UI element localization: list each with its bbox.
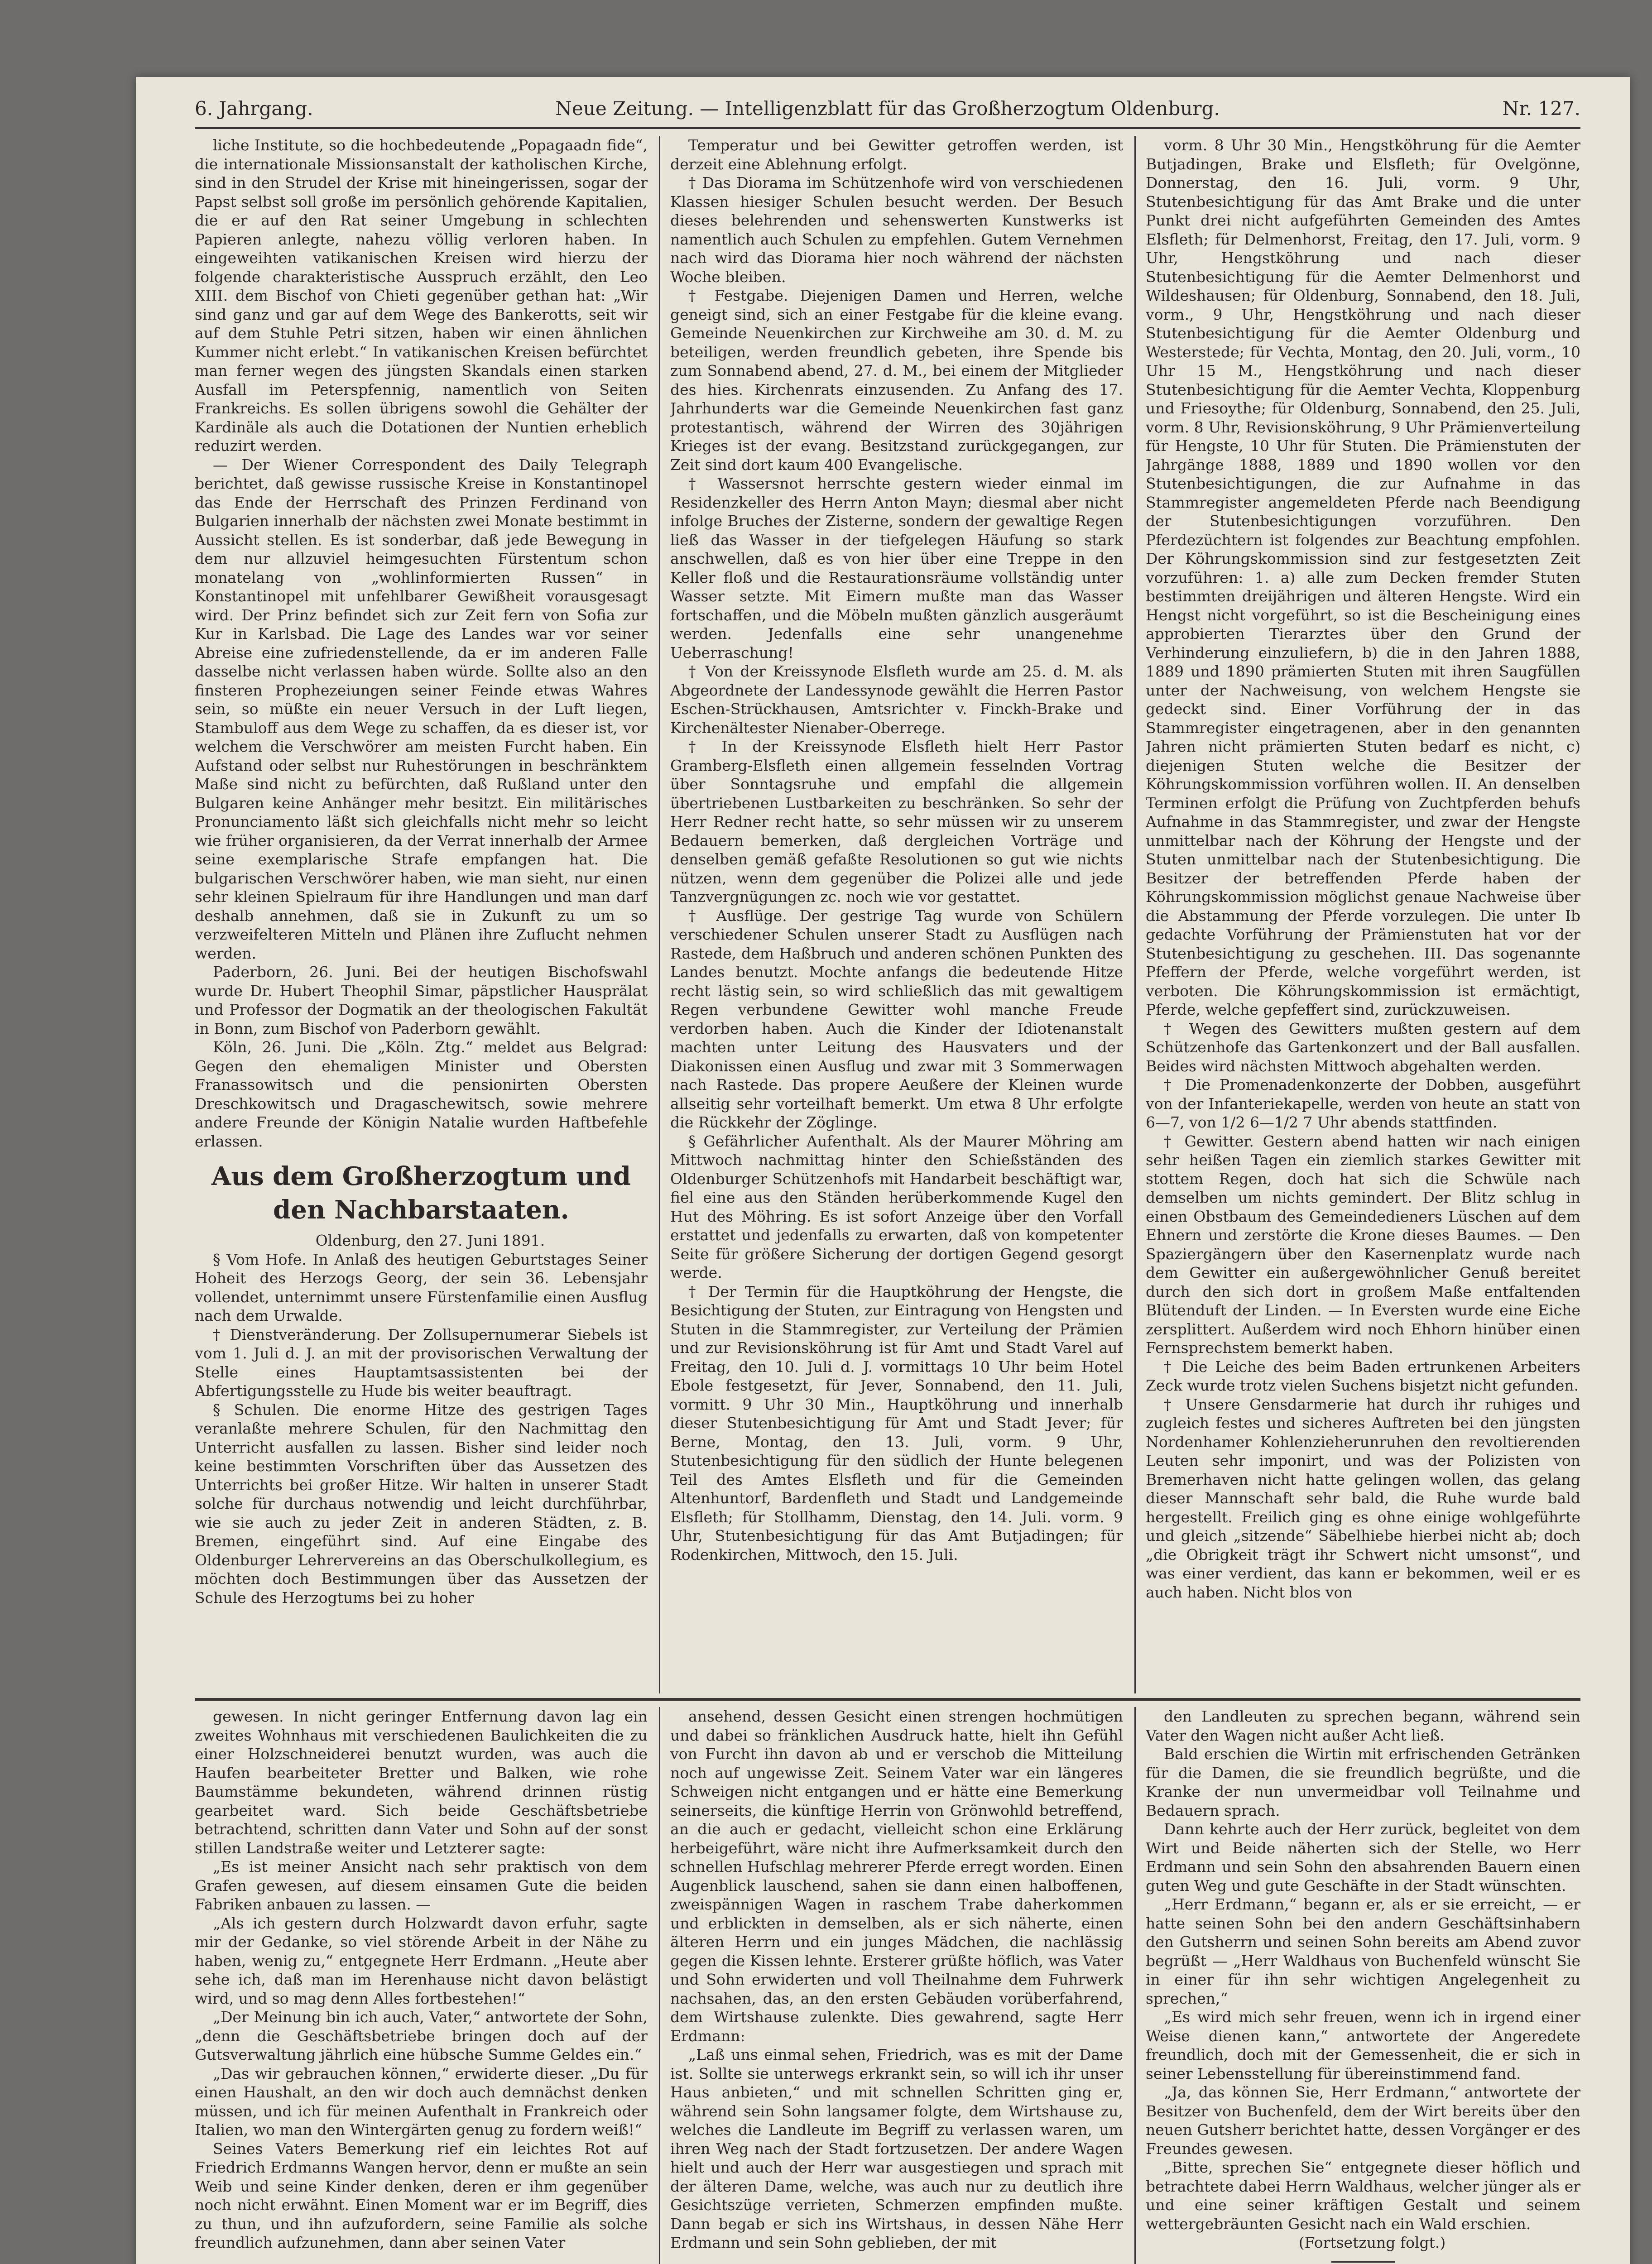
page-header	[195, 91, 1580, 129]
story-paragraph: „Es ist meiner Ansicht nach sehr praktisch von dem Grafen gewesen, auf diesem einsamen Gute die beiden Fabriken anbauen zu lassen. —	[195, 1858, 648, 1913]
masthead-title: Neue Zeitung. — Intelligenzblatt für das Großherzogtum Oldenburg.	[555, 97, 1220, 120]
article-paragraph: † Der Termin für die Hauptköhrung der Hengste, die Besichtigung der Stuten, zur Eintragung von Hengsten und Stuten in die Stammregister, zur Verteilung der Prämien und zur Revisionsköhrung ist für Amt und Stadt Varel auf Freitag, den 10. Juli d. J. vormittags 10 Uhr beim Hotel Ebole festgesetzt, für Jever, Sonnabend, den 11. Juli, vormitt. 9 Uhr 30 Min., Hauptköhrung und innerhalb dieser Stutenbesichtigung für Amt und Stadt Jever; für Berne, Montag, den 13. Juli, vorm. 9 Uhr, Stutenbesichtigung für den südlich der Hunte belegenen Teil des Amtes Elsfleth und für die Gemeinden Altenhuntorf, Bardenfleth und Stadt und Landgemeinde Elsfleth; für Stollhamm, Dienstag, den 14. Juli. vorm. 9 Uhr, Stutenbesichtigung für das Amt Butjadingen; für Rodenkirchen, Mittwoch, den 15. Juli.	[670, 1282, 1123, 1564]
article-paragraph: † In der Kreissynode Elsfleth hielt Herr Pastor Gramberg-Elsfleth einen allgemein fesselnden Vortrag über Sonntagsruhe und empfahl die allgemein übertriebenen Lustbarkeiten zu beschränken. So sehr der Herr Redner recht hatte, so sehr müssen wir zu unserem Bedauern bemerken, daß dergleichen Vorträge und denselben gemäß gefaßte Resolutionen so gut wie nichts nützen, wenn dem gegenüber die Polizei alle und jede Tanzvergnügungen zc. noch wie vor gestattet.	[670, 738, 1123, 906]
story-paragraph: ansehend, dessen Gesicht einen strengen hochmütigen und dabei so fränklichen Ausdruck hatte, hielt ihn Gefühl von Furcht ihn davon ab und er verschob die Mitteilung noch auf ungewisse Zeit. Seinem Vater war ein längeres Schweigen nicht entgangen und er hätte eine Bemerkung seinerseits, die künftige Herrin von Grönwohld betreffend, an die auch er gedacht, vielleicht schon eine Erklärung herbeigeführt, wäre nicht ihre Aufmerksamkeit durch den schnellen Hufschlag mehrerer Pferde erregt worden. Einen Augenblick lauschend, sahen sie dann einen halboffenen, zweispännigen Wagen in raschem Trabe daherkommen und erblickten in demselben, als er sich näherte, einen älteren Herrn und ein junges Mädchen, die nachlässig gegen die Kissen lehnte. Ersterer grüßte höflich, was Vater und Sohn erwiderten und voll Theilnahme dem Fuhrwerk nachsahen, das, an den ersten Gebäuden vorüberfahrend, dem Wirtshause zulenkte. Dies gewahrend, sagte Herr Erdmann:	[670, 1708, 1123, 2045]
column-top-1	[195, 136, 648, 1693]
story-paragraph: „Das wir gebrauchen können,“ erwiderte dieser. „Du für einen Haushalt, an den wir doch auch demnächst denken müssen, und ich für meinen Aufenthalt in Frankreich oder Italien, wo man den Wintergärten genug zu fordern weiß!“	[195, 2064, 648, 2139]
story-paragraph: Seines Vaters Bemerkung rief ein leichtes Rot auf Friedrich Erdmanns Wangen hervor, denn er mußte an sein Weib und seine Kinder denken, deren er ihm gegenüber noch nicht erwähnt. Einen Moment war er im Begriff, dies zu thun, und ihn aufzufordern, seine Familie als solche freundlich aufzunehmen, dann aber seinen Vater	[195, 2139, 648, 2251]
story-paragraph: „Herr Erdmann,“ begann er, als er sie erreicht, — er hatte seinen Sohn bei den andern Geschäftsinhabern den Gutsherrn und seinen Sohn bereits am Abend zuvor begrüßt — „Herr Waldhaus von Buchenfeld wünscht Sie in einer für ihn sehr wichtigen Angelegenheit zu sprechen,“	[1146, 1895, 1580, 2007]
article-paragraph: † Dienstveränderung. Der Zollsupernumerar Siebels ist vom 1. Juli d. J. an mit der provisorischen Verwaltung der Stelle eines Hauptamtsassistenten bei der Abfertigungsstelle zu Hude bis weiter beauftragt.	[195, 1325, 648, 1400]
article-paragraph: † Das Diorama im Schützenhofe wird von verschiedenen Klassen hiesiger Schulen besucht werden. Der Besuch dieses belehrenden und sehenswerten Kunstwerks ist namentlich auch Schulen zu empfehlen. Gutem Vernehmen nach wird das Diorama hier noch während der nächsten Woche bleiben.	[670, 174, 1123, 286]
article-paragraph: § Gefährlicher Aufenthalt. Als der Maurer Möhring am Mittwoch nachmittag hinter den Schießständen des Oldenburger Schützenhofs mit Handarbeit beschäftigt war, fiel eine aus den Ständen herüberkommende Kugel den Hut des Möhring. Es ist sofort Anzeige über den Vorfall erstattet und jedenfalls zu erwarten, daß von kompetenter Seite für größere Sicherung der dortigen Gegend gesorgt werde.	[670, 1132, 1123, 1281]
column-divider	[1134, 136, 1136, 1693]
dateline: Oldenburg, den 27. Juni 1891.	[315, 1232, 545, 1249]
article-paragraph: † Wassersnot herrschte gestern wieder einmal im Residenzkeller des Herrn Anton Mayn; diesmal aber nicht infolge Bruches der Zisterne, sondern der gewaltige Regen ließ das Wasser in der tiefgelegen Häufung so stark anschwellen, daß es von hier über eine Treppe in den Keller floß und die Restaurationsräume vollständig unter Wasser setzte. Mit Eimern mußte man das Wasser fortschaffen, und die Möbeln mußten gänzlich ausgeräumt werden. Jedenfalls eine sehr unangenehme Ueberraschung!	[670, 475, 1123, 662]
section-heading: Aus dem Großherzogtum und den Nachbarstaaten.	[211, 1161, 631, 1225]
feuilleton-divider	[195, 1698, 1580, 1701]
story-paragraph: gewesen. In nicht geringer Entfernung davon lag ein zweites Wohnhaus mit verschiedenen Baulichkeiten die zu einer Holzschneiderei benutzt wurden, was auch die Haufen bearbeiteter Bretter und Balken, wie rohe Baumstämme bekundeten, während drinnen rüstig gearbeitet ward. Sich beide Geschäftsbetriebe betrachtend, schritten dann Vater und Sohn auf der sonst stillen Landstraße weiter und Letzterer sagte:	[195, 1708, 648, 1857]
article-paragraph: † Unsere Gensdarmerie hat durch ihr ruhiges und zugleich festes und sicheres Auftreten bei den jüngsten Nordenhamer Kohlenzieherunruhen den revoltierenden Leuten sehr imponirt, und was der Polizisten von Bremerhaven nicht hatte gelingen wollen, das gelang dieser Mannschaft sehr bald, die Ruhe wurde bald hergestellt. Freilich ging es ohne einige wohlgeführte und gleich „sitzende“ Säbelhiebe hierbei nicht ab; doch „die Obrigkeit trägt ihr Schwert nicht umsonst“, und was einer verdient, das kann er bekommen, weil er es auch haben. Nicht blos von	[1146, 1395, 1580, 1601]
column-divider	[659, 1707, 660, 2264]
column-divider	[1134, 1707, 1136, 2264]
column-top-3	[1146, 136, 1580, 1693]
volume-label: 6. Jahrgang.	[195, 97, 313, 120]
issue-number: Nr. 127.	[1502, 97, 1580, 120]
article-paragraph: † Von der Kreissynode Elsfleth wurde am 25. d. M. als Abgeordnete der Landessynode gewählt die Herren Pastor Eschen-Strückhausen, Amtsrichter v. Finckh-Brake und Kirchenältester Nienaber-Oberrege.	[670, 662, 1123, 737]
article-paragraph: § Schulen. Die enorme Hitze des gestrigen Tages veranlaßte mehrere Schulen, für den Nachmittag den Unterricht ausfallen zu lassen. Bisher sind leider noch keine bestimmten Vorschriften über das Aussetzen des Unterrichts bei großer Hitze. Wir halten in unserer Stadt solche für durchaus notwendig und leicht durchführbar, wie sie auch zu jeder Zeit in anderen Städten, z. B. Bremen, eingeführt sind. Auf eine Eingabe des Oldenburger Lehrervereins an das Oberschulkollegium, es möchten doch Bestimmungen über das Aussetzen der Schule des Herzogtums bei zu hoher	[195, 1401, 648, 1607]
article-paragraph: † Ausflüge. Der gestrige Tag wurde von Schülern verschiedener Schulen unserer Stadt zu Ausflügen nach Rastede, dem Haßbruch und anderen schönen Punkten des Landes benutzt. Mochte anfangs die bedeutende Hitze recht lästig sein, so wird schließlich das mit gewaltigem Regen verbundene Gewitter wohl manche Freude verdorben haben. Auch die Kinder der Idiotenanstalt machten unter Leitung des Hausvaters und der Diakonissen einen Ausflug und zwar mit 3 Sommerwagen nach Rastede. Das propere Aeußere der Kleinen wurde allseitig sehr vorteilhaft bemerkt. Um etwa 8 Uhr erfolgte die Rückkehr der Zöglinge.	[670, 907, 1123, 1131]
article-paragraph: vorm. 8 Uhr 30 Min., Hengstköhrung für die Aemter Butjadingen, Brake und Elsfleth; für Ovelgönne, Donnerstag, den 16. Juli, vorm. 9 Uhr, Stutenbesichtigung für das Amt Brake und die unter Punkt drei nicht aufgeführten Gemeinden des Amtes Elsfleth; für Delmenhorst, Freitag, den 17. Juli, vorm. 9 Uhr, Hengstköhrung und nach dieser Stutenbesichtigung für die Aemter Delmenhorst und Wildeshausen; für Oldenburg, Sonnabend, den 18. Juli, vorm., 9 Uhr, Hengstköhrung und nach dieser Stutenbesichtigung für die Aemter Oldenburg und Westerstede; für Vechta, Montag, den 20. Juli, vorm., 10 Uhr 15 M., Hengstköhrung und nach dieser Stutenbesichtigung für die Aemter Vechta, Kloppenburg und Friesoythe; für Oldenburg, Sonnabend, den 25. Juli, vorm. 8 Uhr, Revisionsköhrung, 9 Uhr Prämienverteilung für Hengste, 10 Uhr für Stuten. Die Prämienstuten der Jahrgänge 1888, 1889 und 1890 wollen vor den Stutenbesichtigungen, die zur Aufnahme in das Stammregister angemeldeten Pferde nach Beendigung der Stutenbesichtigungen vorzuführen. Den Pferdezüchtern ist folgendes zur Beachtung empfohlen. Der Köhrungskommission sind zur festgesetzten Zeit vorzuführen: 1. a) alle zum Decken fremder Stuten bestimmten dreijährigen und älteren Hengste. Wird ein Hengst nicht vorgeführt, so ist die Bescheinigung eines approbierten Tierarztes über den Grund der Verhinderung einzuliefern, b) die in den Jahren 1888, 1889 und 1890 prämierten Stuten mit ihren Saugfüllen unter der Nachweisung, von welchem Hengste sie gedeckt sind. Einer Vorführung der in das Stammregister eingetragenen, aber in den genannten Jahren nicht prämierten Stuten bedarf es nicht, c) diejenigen Stuten welche die Besitzer der Köhrungskommission vorführen wollen. II. An denselben Terminen erfolgt die Prüfung von Zuchtpferden behufs Aufnahme in das Stammregister, und zwar der Hengste unmittelbar nach der Köhrung der Hengste und der Stuten unmittelbar nach der Stutenbesichtigung. Die Besitzer der betreffenden Pferde haben der Köhrungskommission möglichst genaue Nachweise über die Abstammung der Pferde vorzulegen. Die unter Ib gedachte Vorführung der Prämienstuten hat vor der Stutenbesichtigung zu geschehen. III. Das sogenannte Pfeffern der Pferde, welche vorgeführt werden, ist verboten. Die Köhrungskommission ist ermächtigt, Pferde, welche gepfeffert sind, zurückzuweisen.	[1146, 136, 1580, 1018]
story-paragraph: „Laß uns einmal sehen, Friedrich, was es mit der Dame ist. Sollte sie unterwegs erkrankt sein, so will ich ihr unser Haus anbieten,“ und mit schnellen Schritten ging er, während sein Sohn langsamer folgte, dem Wirtshause zu, welches die Landleute im Begriff zu verlassen waren, um ihren Weg nach der Stadt fortzusetzen. Der andere Wagen hielt und auch der Herr war ausgestiegen und sprach mit der älteren Dame, welche, was auch nur zu deutlich ihre Gesichtszüge verrieten, Schmerzen empfinden mußte. Dann begab er sich ins Wirtshaus, in dessen Nähe Herr Erdmann und sein Sohn geblieben, der mit	[670, 2046, 1123, 2251]
continuation-note: (Fortsetzung folgt.)	[1298, 2234, 1446, 2251]
column-bottom-1	[195, 1707, 648, 2264]
column-divider	[659, 136, 660, 1693]
story-paragraph: „Als ich gestern durch Holzwardt davon erfuhr, sagte mir der Gedanke, so viel störende Arbeit in der Nähe zu haben, wenig zu,“ entgegnete Herr Erdmann. „Heute aber sehe ich, daß man im Herenhause nicht davon belästigt wird, und so mag denn Alles fortbestehen!“	[195, 1914, 648, 2007]
story-paragraph: Dann kehrte auch der Herr zurück, begleitet von dem Wirt und Beide näherten sich der Stelle, wo Herr Erdmann und sein Sohn den absahrenden Bauern einen guten Weg und gute Geschäfte in der Stadt wünschten.	[1146, 1820, 1580, 1895]
article-paragraph: § Vom Hofe. In Anlaß des heutigen Geburtstages Seiner Hoheit des Herzogs Georg, der sein 36. Lebensjahr vollendet, unternimmt unsere Fürstenfamilie einen Ausflug nach dem Urwalde.	[195, 1250, 648, 1324]
article-paragraph: — Der Wiener Correspondent des Daily Telegraph berichtet, daß gewisse russische Kreise in Konstantinopel das Ende der Herrschaft des Prinzen Ferdinand von Bulgarien innerhalb der nächsten zwei Monate bestimmt in Aussicht stellen. Es ist sonderbar, daß jede Bewegung in dem nur allzuviel heimgesuchten Fürstentum schon monatelang von „wohlinformierten Russen“ in Konstantinopel mit unfehlbarer Gewißheit vorausgesagt wird. Der Prinz befindet sich zur Zeit fern von Sofia zur Kur in Karlsbad. Die Lage des Landes war vor seiner Abreise eine zufriedenstellende, da er im anderen Falle dasselbe nicht verlassen haben würde. Sollte also an den finsteren Prophezeiungen seiner Feinde etwas Wahres sein, so müßte ein neuer Versuch in der Luft liegen, Stambuloff aus dem Wege zu schaffen, da es dieser ist, vor welchem die Verschwörer am meisten Furcht haben. Ein Aufstand oder selbst nur Ruhestörungen in beschränktem Maße sind nicht zu befürchten, daß Rußland unter den Bulgaren keine Anhänger mehr besitzt. Ein militärisches Pronunciamento läßt sich gleichfalls nicht mehr so leicht wie früher organisieren, da der Verrat innerhalb der Armee seine exemplarische Strafe empfangen hat. Die bulgarischen Verschwörer haben, wie man sieht, nur einen sehr kleinen Spielraum für ihre Handlungen und man darf deshalb annehmen, daß sie in Zukunft zu um so verzweifelteren Mitteln und Plänen ihre Zuflucht nehmen werden.	[195, 456, 648, 962]
article-paragraph: Köln, 26. Juni. Die „Köln. Ztg.“ meldet aus Belgrad: Gegen den ehemaligen Minister und Obersten Franassowitsch und die pensionirten Obersten Dreschkowitsch und Dragaschewitsch, sowie mehrere andere Freunde der Königin Natalie wurden Haftbefehle erlassen.	[195, 1038, 648, 1150]
article-paragraph: † Wegen des Gewitters mußten gestern auf dem Schützenhofe das Gartenkonzert und der Ball ausfallen. Beides wird nächsten Mittwoch abgehalten werden.	[1146, 1019, 1580, 1075]
column-top-2	[670, 136, 1123, 1693]
story-paragraph: „Es wird mich sehr freuen, wenn ich in irgend einer Weise dienen kann,“ antwortete der Angeredete freundlich, doch mit der Gemessenheit, die er sich in seiner Lebensstellung für übereinstimmend fand.	[1146, 2008, 1580, 2082]
story-paragraph: den Landleuten zu sprechen begann, während sein Vater den Wagen nicht außer Acht ließ.	[1146, 1708, 1580, 1744]
article-paragraph: † Die Promenadenkonzerte der Dobben, ausgeführt von der Infanteriekapelle, werden von heute an statt von 6—7, von 1/2 6—1/2 7 Uhr abends stattfinden.	[1146, 1076, 1580, 1131]
column-bottom-2	[670, 1707, 1123, 2264]
article-paragraph: † Festgabe. Diejenigen Damen und Herren, welche geneigt sind, sich an einer Festgabe für die kleine evang. Gemeinde Neuenkirchen zur Kirchweihe am 30. d. M. zu beteiligen, werden freundlich gebeten, ihre Spende bis zum Sonnabend abend, 27. d. M., bei einem der Mitglieder des hies. Kirchenrats einzusenden. Zu Anfang des 17. Jahrhunderts war die Gemeinde Neuenkirchen fast ganz protestantisch, während der Wirren des 30jährigen Krieges ist der evang. Besitzstand zurückgegangen, zur Zeit sind dort kaum 400 Evangelische.	[670, 287, 1123, 474]
story-paragraph: Bald erschien die Wirtin mit erfrischenden Getränken für die Damen, die sie freundlich begrüßte, und die Kranke der nun unvermeidbar voll Teilnahme und Bedauern sprach.	[1146, 1745, 1580, 1819]
story-paragraph: „Bitte, sprechen Sie“ entgegnete dieser höflich und betrachtete dabei Herrn Waldhaus, welcher jünger als er und eine seiner kräftigen Gestalt und seinem wettergebräunten Gesicht nach ein Wald erschien.	[1146, 2158, 1580, 2233]
article-paragraph: liche Institute, so die hochbedeutende „Popagaadn fide“, die internationale Missionsanstalt der katholischen Kirche, sind in den Strudel der Krise mit hineingerissen, sogar der Papst selbst soll große im persönlich gehörende Kapitalien, die er auf den Rat seiner Umgebung in schlechten Papieren anlegte, nahezu völlig verloren haben. In eingeweihten vatikanischen Kreisen wird hierzu der folgende charakteristische Ausspruch erzählt, den Leo XIII. dem Bischof von Chieti gegenüber gethan hat: „Wir sind ganz und gar auf dem Wege des Bankerotts, seit wir auf dem Stuhle Petri sitzen, haben wir einen ähnlichen Kummer nicht erlebt.“ In vatikanischen Kreisen befürchtet man ferner wegen des jüngsten Skandals einen starken Ausfall im Peterspfennig, namentlich von Seiten Frankreichs. Es sollen übrigens sowohl die Gehälter der Kardinäle als auch die Dotationen der Nuntien erheblich reduzirt werden.	[195, 136, 648, 455]
article-paragraph: Paderborn, 26. Juni. Bei der heutigen Bischofswahl wurde Dr. Hubert Theophil Simar, päpstlicher Hausprälat und Professor der Dogmatik an der theologischen Fakultät in Bonn, zum Bischof von Paderborn gewählt.	[195, 963, 648, 1037]
story-paragraph: „Der Meinung bin ich auch, Vater,“ antwortete der Sohn, „denn die Geschäftsbetriebe bringen doch auf der Gutsverwaltung jährlich eine hübsche Summe Geldes ein.“	[195, 2008, 648, 2063]
article-paragraph: † Gewitter. Gestern abend hatten wir nach einigen sehr heißen Tagen ein ziemlich starkes Gewitter mit stottem Regen, doch hat sich die Schwüle nach demselben um nichts gemindert. Der Blitz schlug in einen Obstbaum des Gemeindedieners Lüschen auf dem Ehnern und zerstörte die Krone dieses Baumes. — Den Spaziergängern über den Kasernenplatz wurde nach dem Gewitter ein außergewöhnlicher Genuß bereitet durch den sich dort in großem Maße entfaltenden Blütenduft der Linden. — In Eversten wurde eine Eiche zersplittert. Außerdem wird noch Ehhorn hinüber einen Fernsprechstem bemerkt haben.	[1146, 1132, 1580, 1357]
story-paragraph: „Ja, das können Sie, Herr Erdmann,“ antwortete der Besitzer von Buchenfeld, dem der Wirt bereits über den neuen Gutsherr berichtet hatte, dessen Vorgänger er des Freundes gewesen.	[1146, 2083, 1580, 2158]
article-paragraph: Temperatur und bei Gewitter getroffen werden, ist derzeit eine Ablehnung erfolgt.	[670, 136, 1123, 173]
newspaper-page	[136, 77, 1630, 2264]
end-rule	[1331, 2261, 1395, 2263]
column-bottom-3	[1146, 1707, 1580, 2264]
article-paragraph: † Die Leiche des beim Baden ertrunkenen Arbeiters Zeck wurde trotz vielen Suchens bisjetzt nicht gefunden.	[1146, 1357, 1580, 1394]
